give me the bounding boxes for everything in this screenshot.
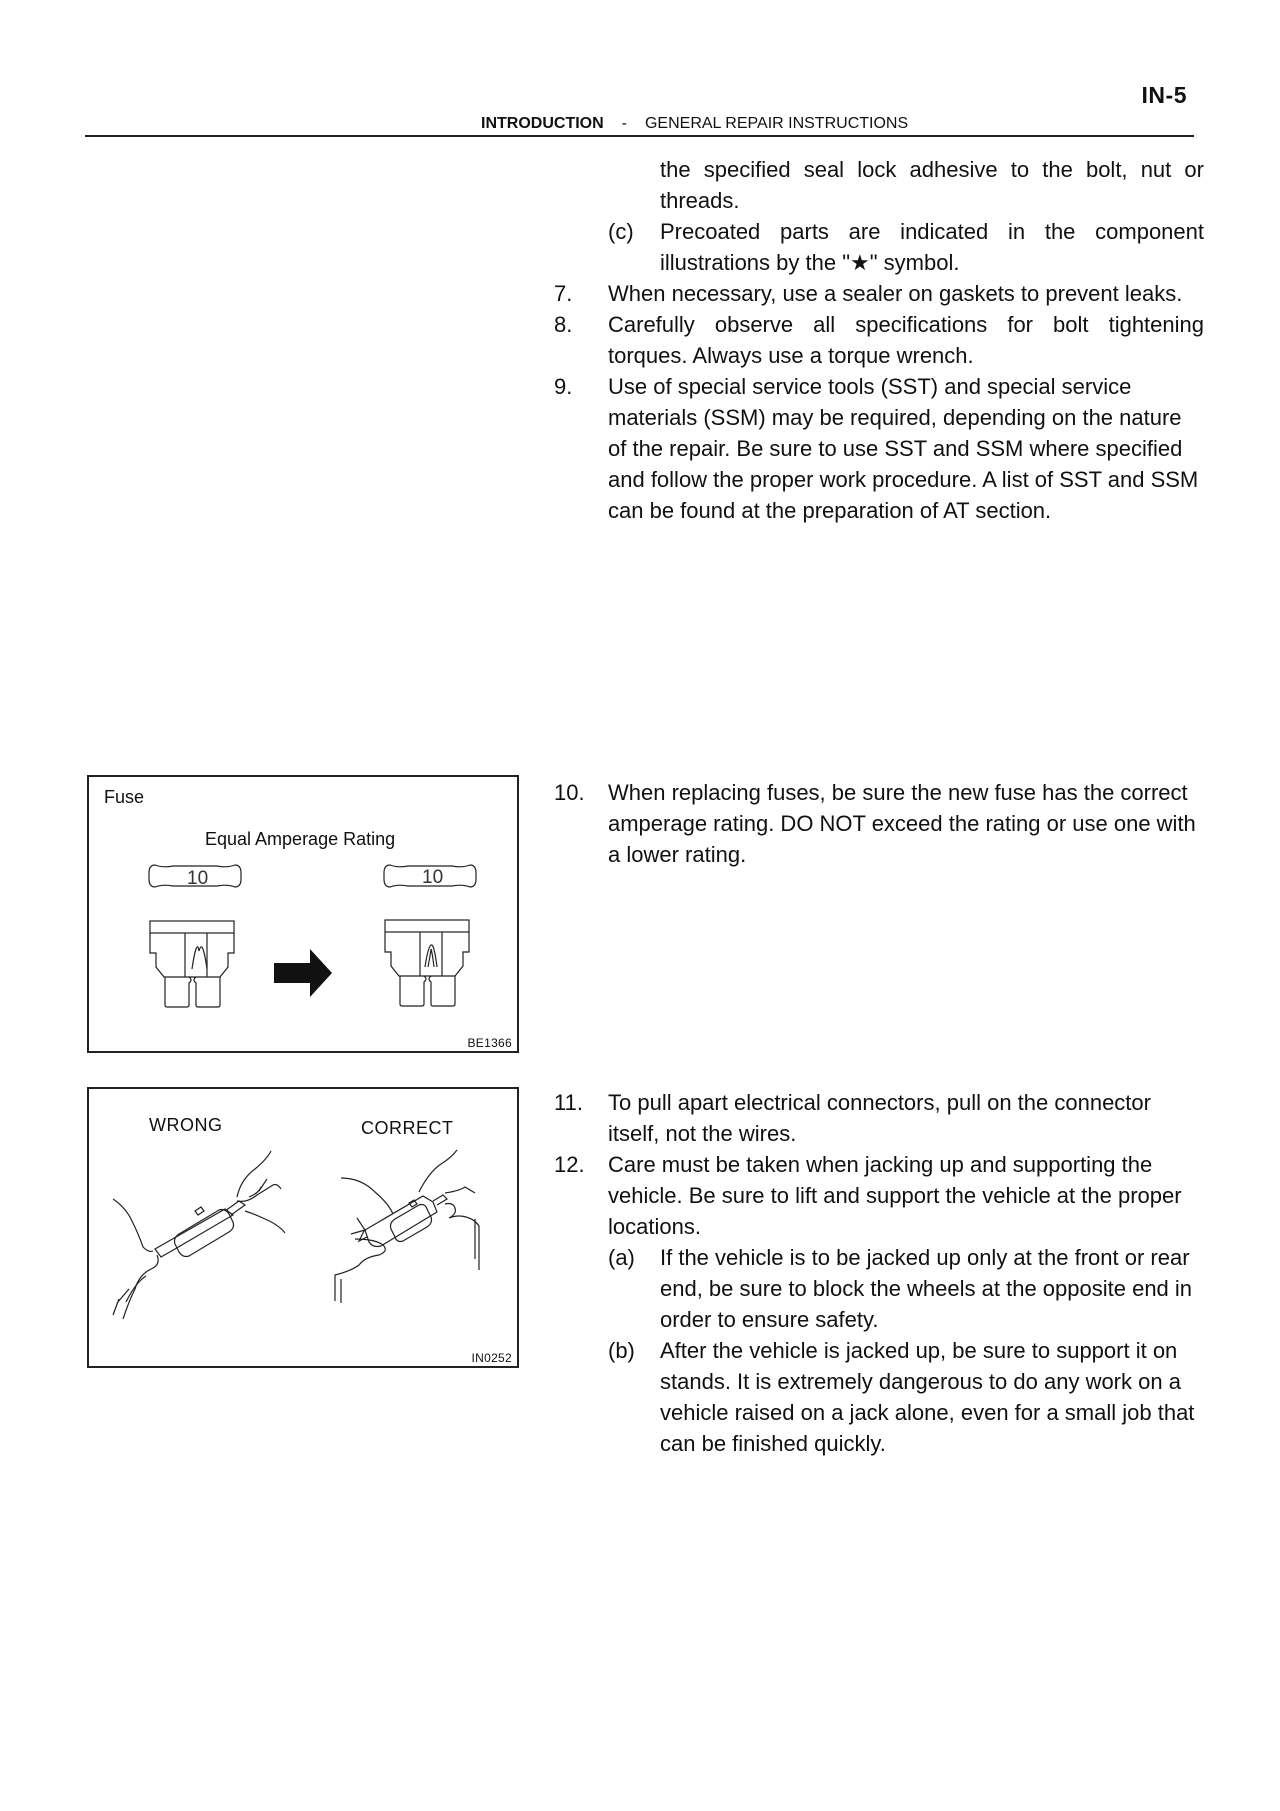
fuse-figure-title: Fuse [104,787,145,807]
continuation-text: the specified seal lock adhesive to the bolt, nut or threads. [660,157,1204,213]
sub-item-text: After the vehicle is jacked up, be sure to support it on stands. It is extremely dangerous to do any work on a vehicle raised on a jack alone, even for a small job that can be finished quickly. [660,1338,1195,1456]
section-title: INTRODUCTION [481,115,604,132]
header-separator: - [621,115,627,132]
fuse-rating-right: 10 [422,867,444,888]
list-item-10 [554,777,1204,870]
wrong-label: WRONG [149,1115,223,1135]
figure-code: BE1366 [467,1036,512,1050]
item-number: 9. [554,374,573,399]
fuse-side-view-right [385,920,469,1006]
instructions-block-1 [554,154,1204,526]
item-number: 8. [554,312,573,337]
fuse-illustration [89,777,521,1055]
fuse-side-view-left [150,921,234,1007]
sub-item-number: (a) [608,1245,635,1270]
item-number: 12. [554,1152,585,1177]
item-text: When replacing fuses, be sure the new fuse has the correct amperage rating. DO NOT exceed the rating or use one with a lower rating. [608,780,1196,867]
header-rule [85,135,1194,137]
list-item-8 [554,309,1204,371]
sub-item-a [554,1242,1204,1335]
list-item-12 [554,1149,1204,1242]
figure-code: IN0252 [471,1351,512,1365]
item-number: 10. [554,780,585,805]
sub-item-b [554,1335,1204,1459]
item-text: Use of special service tools (SST) and special service materials (SSM) may be required, depending on the nature of the repair. Be sure to use SST and SSM where specified and follow the proper work procedure. A list of SST and SSM can be found at the preparation of AT section. [608,374,1199,523]
item-text: Carefully observe all specifications for bolt tightening torques. Always use a torque wrench. [608,312,1204,368]
instructions-block-2 [554,777,1204,870]
sub-item-number: (c) [608,219,634,244]
item-text: Care must be taken when jacking up and supporting the vehicle. Be sure to lift and support the vehicle at the proper locations. [608,1152,1182,1239]
instructions-block-3 [554,1087,1204,1459]
connector-illustration [89,1089,521,1370]
correct-method-drawing [335,1150,479,1303]
fuse-caption: Equal Amperage Rating [205,829,396,849]
fuse-figure [87,775,519,1053]
connector-figure [87,1087,519,1368]
wrong-method-drawing [113,1151,285,1319]
running-head [481,115,908,133]
sub-item-text: If the vehicle is to be jacked up only at the front or rear end, be sure to block the wheels at the opposite end in order to ensure safety. [660,1245,1193,1332]
item-text: To pull apart electrical connectors, pull on the connector itself, not the wires. [608,1090,1151,1146]
page-number: IN-5 [1141,82,1187,108]
subsection-title: GENERAL REPAIR INSTRUCTIONS [644,115,909,132]
list-item-7 [554,278,1204,309]
item-number: 7. [554,281,573,306]
sub-item-number: (b) [608,1338,635,1363]
correct-label: CORRECT [361,1118,454,1138]
arrow-right-icon [274,949,332,997]
sub-item-text: Precoated parts are indicated in the component illustrations by the "★" symbol. [660,219,1204,275]
fuse-rating-left: 10 [187,868,209,889]
item-text: When necessary, use a sealer on gaskets to prevent leaks. [608,281,1183,306]
list-item-9 [554,371,1204,526]
item-number: 11. [554,1090,583,1115]
list-item-11 [554,1087,1204,1149]
sub-item-c [554,216,1204,278]
